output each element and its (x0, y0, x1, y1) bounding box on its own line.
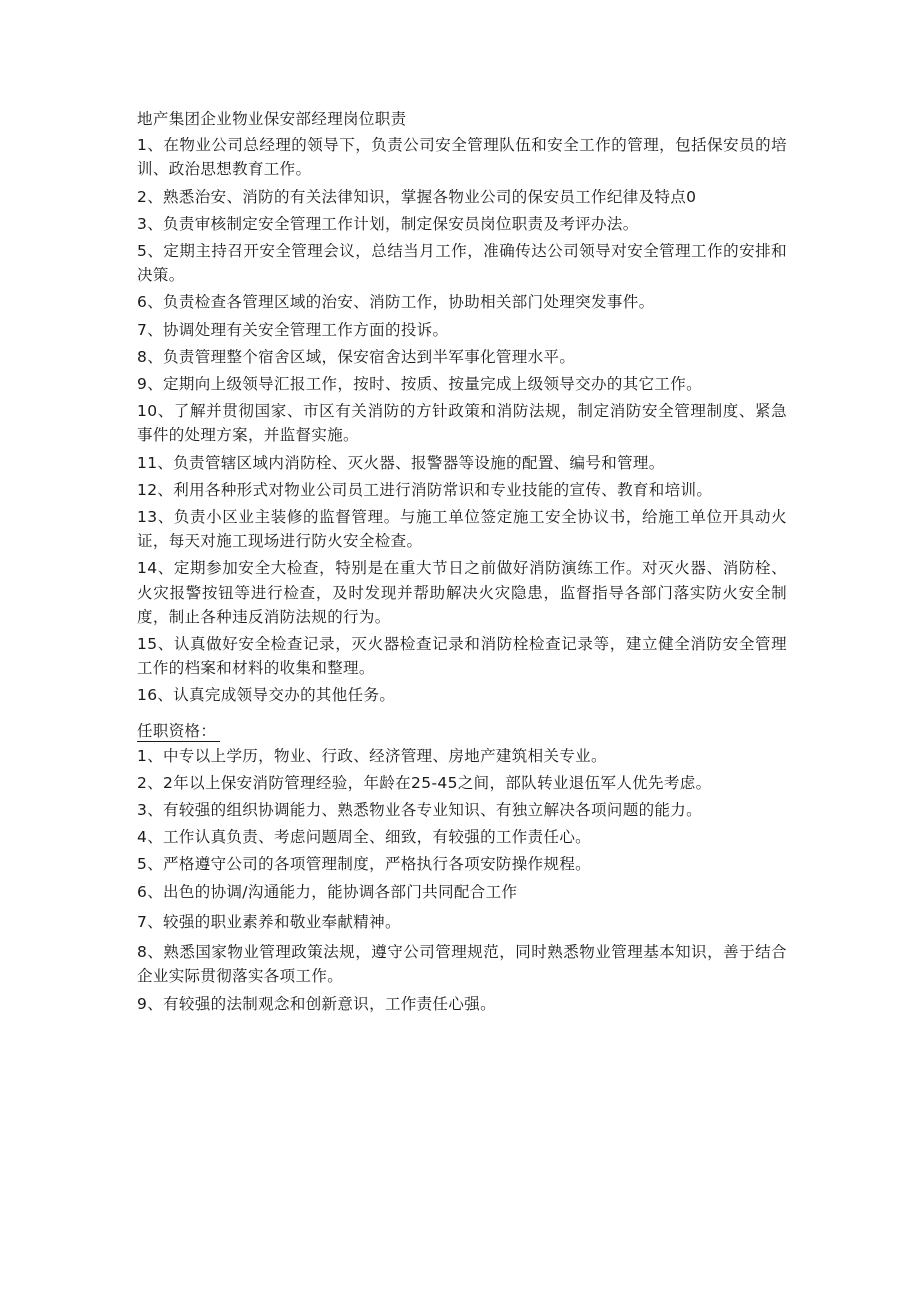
qualification-item: 9、有较强的法制观念和创新意识，工作责任心强。 (137, 994, 496, 1013)
duty-item: 11、负责管辖区域内消防栓、灭火器、报警器等设施的配置、编号和管理。 (137, 453, 665, 472)
duty-item: 8、负责管理整个宿舍区域，保安宿舍达到半军事化管理水平。 (137, 347, 576, 366)
qualification-item: 7、较强的职业素养和敬业奉献精神。 (137, 912, 401, 931)
qualifications-list (137, 744, 787, 1016)
qualifications-heading: 任职资格： (137, 721, 220, 742)
document-body (137, 107, 787, 1019)
duty-item: 14、定期参加安全大检查，特别是在重大节日之前做好消防演练工作。对灭火器、消防栓、火灾报警按钮等进行检查，及时发现并帮助解决火灾隐患，监督指导各部门落实防火安全制度，制止各种违反消防法规的行为。 (137, 559, 787, 626)
duty-item: 12、利用各种形式对物业公司员工进行消防常识和专业技能的宣传、教育和培训。 (137, 480, 713, 499)
duty-item: 3、负责审核制定安全管理工作计划，制定保安员岗位职责及考评办法。 (137, 214, 639, 233)
qualification-item: 3、有较强的组织协调能力、熟悉物业各专业知识、有独立解决各项问题的能力。 (137, 801, 702, 820)
duties-list (137, 133, 787, 707)
duty-item: 2、熟悉治安、消防的有关法律知识，掌握各物业公司的保安员工作纪律及特点0 (137, 187, 697, 206)
duty-item: 5、定期主持召开安全管理会议，总结当月工作，准确传达公司领导对安全管理工作的安排和决策。 (137, 242, 787, 285)
qualification-item: 1、中专以上学历，物业、行政、经济管理、房地产建筑相关专业。 (137, 746, 607, 765)
qualification-item: 2、2年以上保安消防管理经验，年龄在25-45之间，部队转业退伍军人优先考虑。 (137, 773, 712, 792)
qualification-item: 4、工作认真负责、考虑问题周全、细致，有较强的工作责任心。 (137, 828, 592, 847)
qualification-item: 8、熟悉国家物业管理政策法规，遵守公司管理规范，同时熟悉物业管理基本知识，善于结合企业实际贯彻落实各项工作。 (137, 943, 787, 986)
duty-item: 7、协调处理有关安全管理工作方面的投诉。 (137, 320, 449, 339)
duty-item: 1、在物业公司总经理的领导下，负责公司安全管理队伍和安全工作的管理，包括保安员的培训、政治思想教育工作。 (137, 136, 787, 179)
duty-item: 15、认真做好安全检查记录，灭火器检查记录和消防栓检查记录等，建立健全消防安全管理工作的档案和材料的收集和整理。 (137, 635, 787, 678)
duty-item: 6、负责检查各管理区域的治安、消防工作，协助相关部门处理突发事件。 (137, 293, 655, 312)
qualification-item: 6、出色的协调/沟通能力，能协调各部门共同配合工作 (137, 882, 518, 901)
duty-item: 13、负责小区业主装修的监督管理。与施工单位签定施工安全协议书，给施工单位开具动火证，每天对施工现场进行防火安全检查。 (137, 508, 787, 551)
duty-item: 16、认真完成领导交办的其他任务。 (137, 686, 396, 705)
document-title: 地产集团企业物业保安部经理岗位职责 (137, 110, 407, 128)
duty-item: 10、了解并贯彻国家、市区有关消防的方针政策和消防法规，制定消防安全管理制度、紧急事件的处理方案，并监督实施。 (137, 402, 787, 445)
qualification-item: 5、严格遵守公司的各项管理制度，严格执行各项安防操作规程。 (137, 855, 592, 874)
duty-item: 9、定期向上级领导汇报工作，按时、按质、按量完成上级领导交办的其它工作。 (137, 375, 702, 394)
